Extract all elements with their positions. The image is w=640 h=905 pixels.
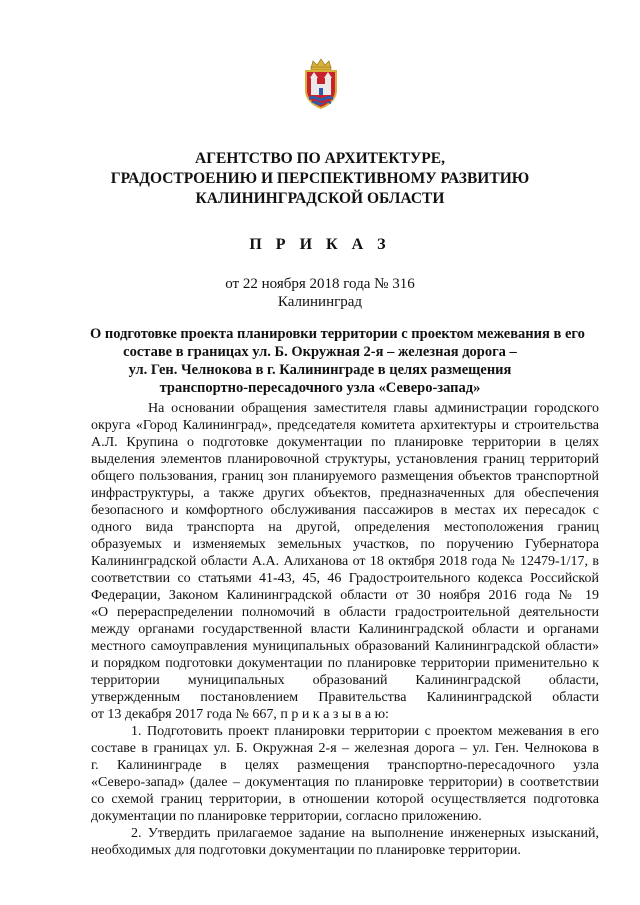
body-line: соответствии со статьями 41-43, 45, 46 Градостроительного кодекса Российской xyxy=(91,571,599,586)
coat-of-arms-icon xyxy=(301,58,341,110)
body-line: А.Л. Крупина о подготовке документации по планировке территории в целях xyxy=(91,435,599,450)
order-place: Калининград xyxy=(277,294,363,310)
order-subject xyxy=(90,325,585,397)
agency-line: АГЕНТСТВО ПО АРХИТЕКТУРЕ, xyxy=(195,150,445,167)
body-line: Федерации, Законом Калининградской области от 30 ноября 2016 года № 19 xyxy=(91,588,599,603)
body-line: Калининградской области А.А. Алиханова от 18 октября 2018 года № 12479-1/17, в xyxy=(91,554,599,569)
subject-line: ул. Ген. Челнокова в г. Калининграде в целях размещения xyxy=(128,362,512,378)
body-line: 1. Подготовить проект планировки территории с проектом межевания в его xyxy=(131,724,599,739)
body-line: «Северо-запад» (далее – документация по планировке территории) в соответствии xyxy=(91,775,599,790)
body-line: выделения элементов планировочной структуры, установления границ территорий xyxy=(91,452,599,467)
body-line: между органами государственной власти Калининградской области и органами xyxy=(91,622,599,637)
body-line: «О перераспределении полномочий в области градостроительной деятельности xyxy=(91,605,599,620)
body-line: необходимых для подготовки документации по планировке территории. xyxy=(91,843,521,858)
document-title: П Р И К А З xyxy=(249,236,391,253)
body-line: местного самоуправления муниципальных образований Калининградской области» xyxy=(91,639,599,654)
agency-line: КАЛИНИНГРАДСКОЙ ОБЛАСТИ xyxy=(195,190,445,207)
body-line: 2. Утвердить прилагаемое задание на выполнение инженерных изысканий, xyxy=(131,826,599,841)
order-date-number: от 22 ноября 2018 года № 316 xyxy=(225,276,415,292)
body-line: г. Калининграде в целях размещения транспортно-пересадочного узла xyxy=(91,758,599,773)
body-line: и порядком подготовки документации по планировке территории применительно к xyxy=(91,656,599,671)
body-line: округа «Город Калининград», председателя комитета архитектуры и строительства xyxy=(91,418,599,433)
body-line: общего пользования, границ зон планируемого размещения объектов транспортной xyxy=(91,469,599,484)
body-line: территории муниципальных образований Калининградской области, xyxy=(91,673,599,688)
body-line: образуемых и изменяемых земельных участков, по поручению Губернатора xyxy=(91,537,599,552)
body-line: утвержденным постановлением Правительства Калининградской области xyxy=(91,690,599,705)
agency-line: ГРАДОСТРОЕНИЮ И ПЕРСПЕКТИВНОМУ РАЗВИТИЮ xyxy=(110,170,530,187)
subject-line: составе в границах ул. Б. Окружная 2-я – железная дорога – xyxy=(123,344,517,360)
body-line: со схемой границ территории, в отношении которой осуществляется подготовка xyxy=(91,792,599,807)
body-line: На основании обращения заместителя главы администрации городского xyxy=(148,401,599,416)
body-line: одного вида транспорта на другой, определения местоположения границ xyxy=(91,520,599,535)
body-line: документации по планировке территории, согласно приложению. xyxy=(91,809,482,824)
subject-line: транспортно-пересадочного узла «Северо-запад» xyxy=(159,380,481,396)
body-line: от 13 декабря 2017 года № 667, п р и к а з ы в а ю: xyxy=(91,707,389,722)
body-line: безопасного и комфортного обслуживания пассажиров в местах их пересадок с xyxy=(91,503,599,518)
body-line: составе в границах ул. Б. Окружная 2-я – железная дорога – ул. Ген. Челнокова в xyxy=(91,741,599,756)
order-body xyxy=(91,400,599,859)
body-line: инфраструктуры, а также других объектов, предназначенных для обеспечения xyxy=(91,486,599,501)
agency-name xyxy=(90,149,550,209)
subject-line: О подготовке проекта планировки территории с проектом межевания в его xyxy=(90,326,585,342)
